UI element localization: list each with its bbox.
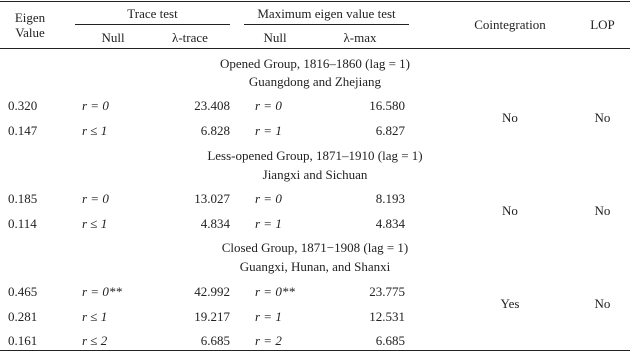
cointegration-value: No [502,110,518,125]
lambda-trace-value: 4.834 [200,216,230,231]
null-max: r = 1 [255,216,282,231]
eigen-value: 0.161 [8,333,38,348]
trace-test-rule [75,24,230,25]
lop-value: No [594,296,611,311]
header-lop: LOP [590,17,615,32]
lop-value: No [594,110,611,125]
lambda-trace-value: 13.027 [194,191,230,206]
header-bottom-rule [0,48,630,49]
header-trace-test: Trace test [127,6,178,21]
lambda-trace-value: 19.217 [194,309,230,324]
eigen-value: 0.114 [8,216,37,231]
cointegration-value: No [502,203,518,218]
null-max: r = 0** [255,284,295,299]
null-max: r = 2 [255,333,282,348]
lambda-max-value: 6.685 [375,333,405,348]
header-lambda-max: λ-max [343,30,377,45]
null-max: r = 1 [255,309,282,324]
header-eigen-line-1: Eigen [14,10,46,25]
lambda-trace-value: 6.828 [200,123,230,138]
cointegration-value: Yes [500,296,520,311]
lop-value: No [594,203,611,218]
group-title: Opened Group, 1816–1860 (lag = 1) [219,56,411,71]
header-null-max: Null [263,30,287,45]
header-max-eigen-test: Maximum eigen value test [257,6,396,21]
lambda-max-value: 12.531 [369,309,405,324]
max-eigen-rule [244,24,409,25]
lambda-trace-value: 23.408 [194,98,230,113]
null-trace: r ≤ 1 [82,309,108,324]
eigen-value: 0.185 [8,191,38,206]
lambda-max-value: 6.827 [375,123,405,138]
lambda-trace-value: 42.992 [194,284,230,299]
lambda-max-value: 23.775 [369,284,405,299]
group-provinces: Guangdong and Zhejiang [248,74,382,89]
eigen-value: 0.320 [8,98,38,113]
null-max: r = 0 [255,98,282,113]
null-trace: r = 0** [82,284,122,299]
null-max: r = 1 [255,123,282,138]
group-title: Less-opened Group, 1871–1910 (lag = 1) [207,148,423,163]
group-title: Closed Group, 1871−1908 (lag = 1) [221,240,409,255]
lambda-trace-value: 6.685 [200,333,230,348]
eigen-value: 0.147 [8,123,38,138]
null-max: r = 0 [255,191,282,206]
lambda-max-value: 16.580 [369,98,405,113]
null-trace: r ≤ 1 [82,216,108,231]
lambda-max-value: 8.193 [375,191,405,206]
null-trace: r = 0 [82,191,109,206]
group-provinces: Jiangxi and Sichuan [262,167,368,182]
header-lambda-trace: λ-trace [172,30,208,45]
null-trace: r ≤ 1 [82,123,108,138]
header-null-trace: Null [101,30,125,45]
eigen-value: 0.281 [8,309,38,324]
header-eigen-line-2: Value [15,25,45,40]
group-provinces: Guangxi, Hunan, and Shanxi [239,259,391,274]
null-trace: r ≤ 2 [82,333,108,348]
header-cointegration: Cointegration [474,17,546,32]
null-trace: r = 0 [82,98,109,113]
lambda-max-value: 4.834 [375,216,405,231]
eigen-value: 0.465 [8,284,38,299]
table-top-rule [0,1,630,2]
